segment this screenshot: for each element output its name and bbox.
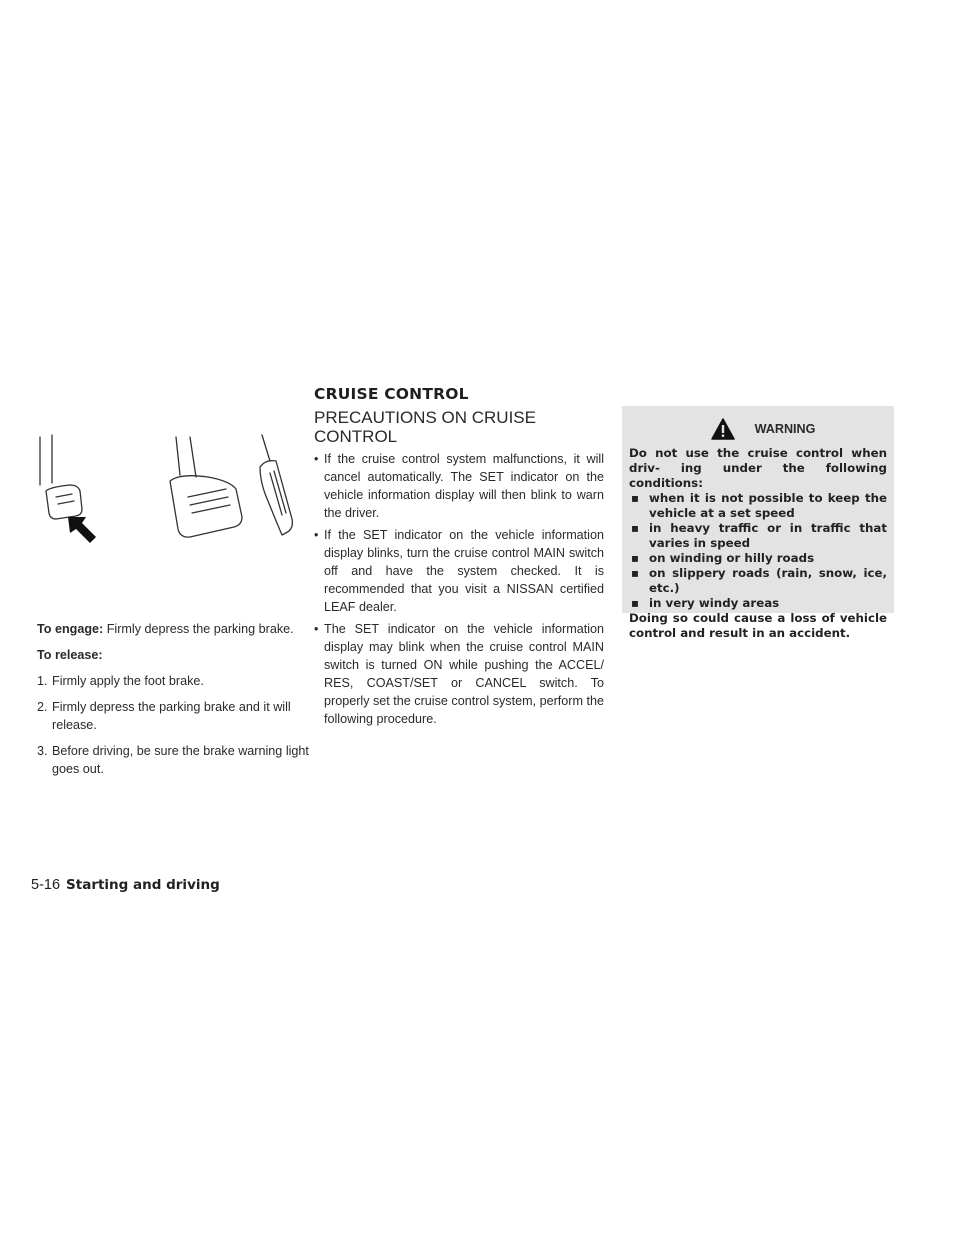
list-item: 3. Before driving, be sure the brake warning light goes out. [37, 744, 309, 776]
parking-brake-instructions [37, 620, 309, 786]
list-item: ▪ on winding or hilly roads [631, 551, 815, 565]
engage-text: Firmly depress the parking brake. [106, 622, 294, 636]
release-steps [37, 672, 309, 778]
page-footer [31, 877, 220, 893]
list-item: ▪ on slippery roads (rain, snow, ice, etc.) [631, 566, 887, 595]
parking-brake-pedal-illustration [30, 425, 310, 565]
list-item: • The SET indicator on the vehicle information display may blink when the cruise control MAIN switch is turned ON while pushing the ACCEL/ RES, COAST/SET or CANCEL switch. To properly set the cruise control system, perform the following procedure. [314, 622, 604, 726]
release-label: To release: [37, 648, 103, 662]
warning-outro: Doing so could cause a loss of vehicle control and result in an accident. [629, 611, 887, 640]
warning-conditions [629, 491, 887, 611]
precautions-list [314, 450, 604, 728]
list-item: ▪ when it is not possible to keep the vehicle at a set speed [631, 491, 887, 520]
list-item: • If the cruise control system malfunctions, it will cancel automatically. The SET indicator on the vehicle information display will then blink to warn the driver. [314, 452, 604, 520]
engage-paragraph [37, 620, 309, 638]
section-title: CRUISE CONTROL [314, 385, 469, 403]
warning-label: WARNING [754, 422, 816, 436]
arrow-icon [68, 517, 96, 543]
list-item: ▪ in heavy traffic or in traffic that varies in speed [631, 521, 887, 550]
subsection-title: PRECAUTIONS ON CRUISE CONTROL [314, 408, 536, 446]
list-item: 2. Firmly depress the parking brake and it will release. [37, 700, 291, 732]
list-item: • If the SET indicator on the vehicle information display blinks, turn the cruise control MAIN switch off and have the system checked. It is recommended that you visit a NISSAN certified LEAF dealer. [314, 528, 604, 614]
engage-label: To engage: [37, 622, 104, 636]
chapter-title: Starting and driving [66, 877, 220, 893]
warning-box [622, 406, 894, 640]
cruise-control-section [314, 385, 604, 732]
warning-header [629, 418, 887, 440]
list-item: ▪ in very windy areas [631, 596, 780, 610]
warning-icon [711, 418, 735, 440]
warning-intro: Do not use the cruise control when driv- ing under the following conditions: [629, 446, 887, 490]
page-number: 5-16 [31, 877, 61, 893]
list-item: 1. Firmly apply the foot brake. [37, 674, 204, 688]
warning-text [629, 446, 887, 641]
